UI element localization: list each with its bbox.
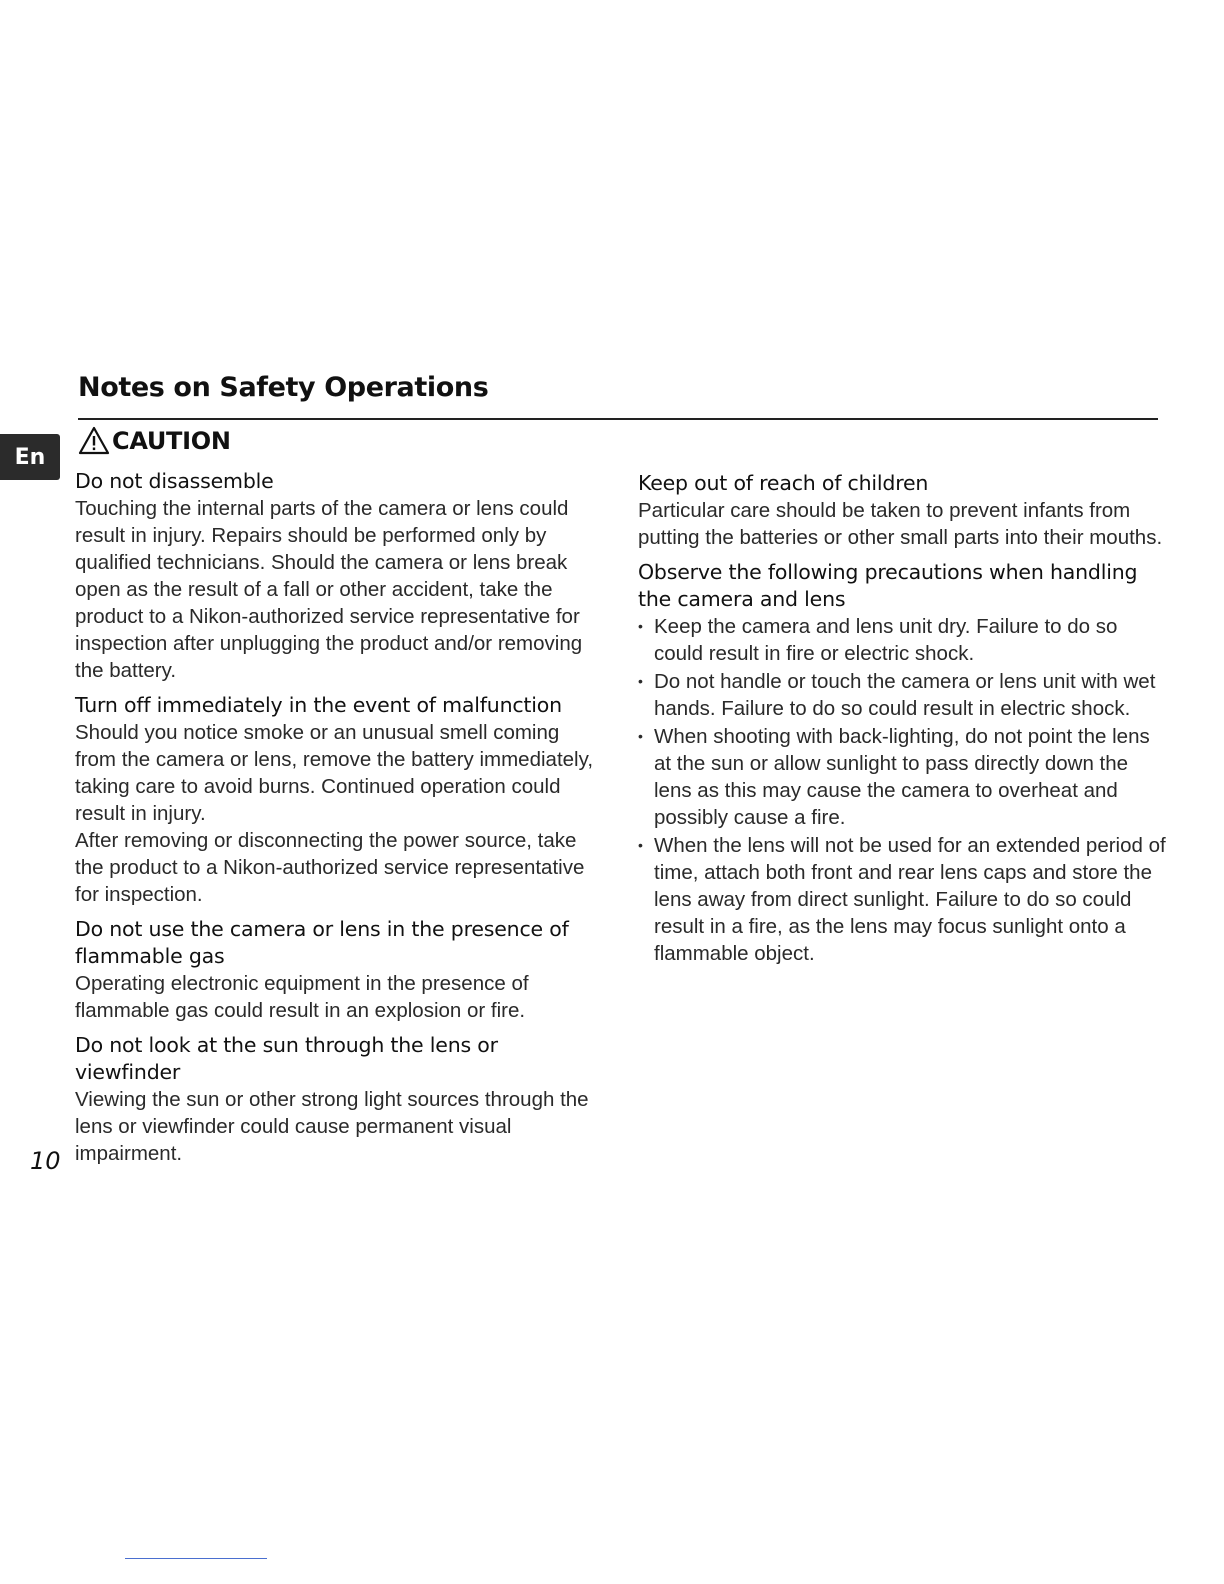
- section-text: Operating electronic equipment in the presence of flammable gas could result in an explosion or fire.: [75, 972, 529, 1022]
- list-item: • Do not handle or touch the camera or lens unit with wet hands. Failure to do so could result in electric shock.: [638, 668, 1168, 722]
- section-text: Viewing the sun or other strong light sources through the lens or viewfinder could cause permanent visual impairment.: [75, 1088, 589, 1165]
- list-item: • When the lens will not be used for an extended period of time, attach both front and rear lens caps and store the lens away from direct sunlight. Failure to do so could result in a fire, as the lens may focus sunlight onto a flammable object.: [638, 832, 1168, 967]
- list-item: • When shooting with back-lighting, do not point the lens at the sun or allow sunlight to pass directly down the lens as this may cause the camera to overheat and possibly cause a fire.: [638, 723, 1168, 831]
- precautions-section: [638, 559, 1168, 967]
- caution-heading: [78, 426, 231, 456]
- right-column: [638, 470, 1168, 975]
- page-number: 10: [30, 1147, 61, 1175]
- left-column: [75, 468, 605, 1175]
- section-heading: Keep out of reach of children: [638, 471, 929, 495]
- safety-section: [75, 916, 605, 1024]
- section-heading: Do not disassemble: [75, 469, 274, 493]
- section-text: Should you notice smoke or an unusual smell coming from the camera or lens, remove the battery immediately, taking care to avoid burns. Continued operation could result in injury.: [75, 721, 594, 825]
- safety-section: [75, 468, 605, 684]
- safety-section: [75, 1032, 605, 1167]
- safety-section: [75, 692, 605, 908]
- safety-section: [638, 470, 1168, 551]
- warning-triangle-icon: [78, 426, 110, 456]
- precautions-list: [638, 613, 1168, 967]
- section-heading: Observe the following precautions when handling the camera and lens: [638, 560, 1138, 611]
- title-divider: [78, 418, 1158, 420]
- section-heading: Do not use the camera or lens in the presence of flammable gas: [75, 917, 569, 968]
- language-tab: En: [0, 434, 60, 480]
- list-item: • Keep the camera and lens unit dry. Failure to do so could result in fire or electric shock.: [638, 613, 1168, 667]
- section-heading: Turn off immediately in the event of malfunction: [75, 693, 562, 717]
- caution-label: CAUTION: [112, 427, 231, 455]
- section-heading: Do not look at the sun through the lens or viewfinder: [75, 1033, 498, 1084]
- page-title: Notes on Safety Operations: [78, 372, 489, 403]
- section-text: Touching the internal parts of the camera or lens could result in injury. Repairs should be performed only by qualified technicians. Should the camera or lens break open as the result of a fall or other accident, take the product to a Nikon-authorized service representative for inspection after unplugging the product and/or removing the battery.: [75, 497, 583, 682]
- footer-line: [125, 1558, 267, 1559]
- section-text: After removing or disconnecting the power source, take the product to a Nikon-authorized service representative for inspection.: [75, 829, 585, 906]
- section-text: Particular care should be taken to prevent infants from putting the batteries or other small parts into their mouths.: [638, 499, 1163, 549]
